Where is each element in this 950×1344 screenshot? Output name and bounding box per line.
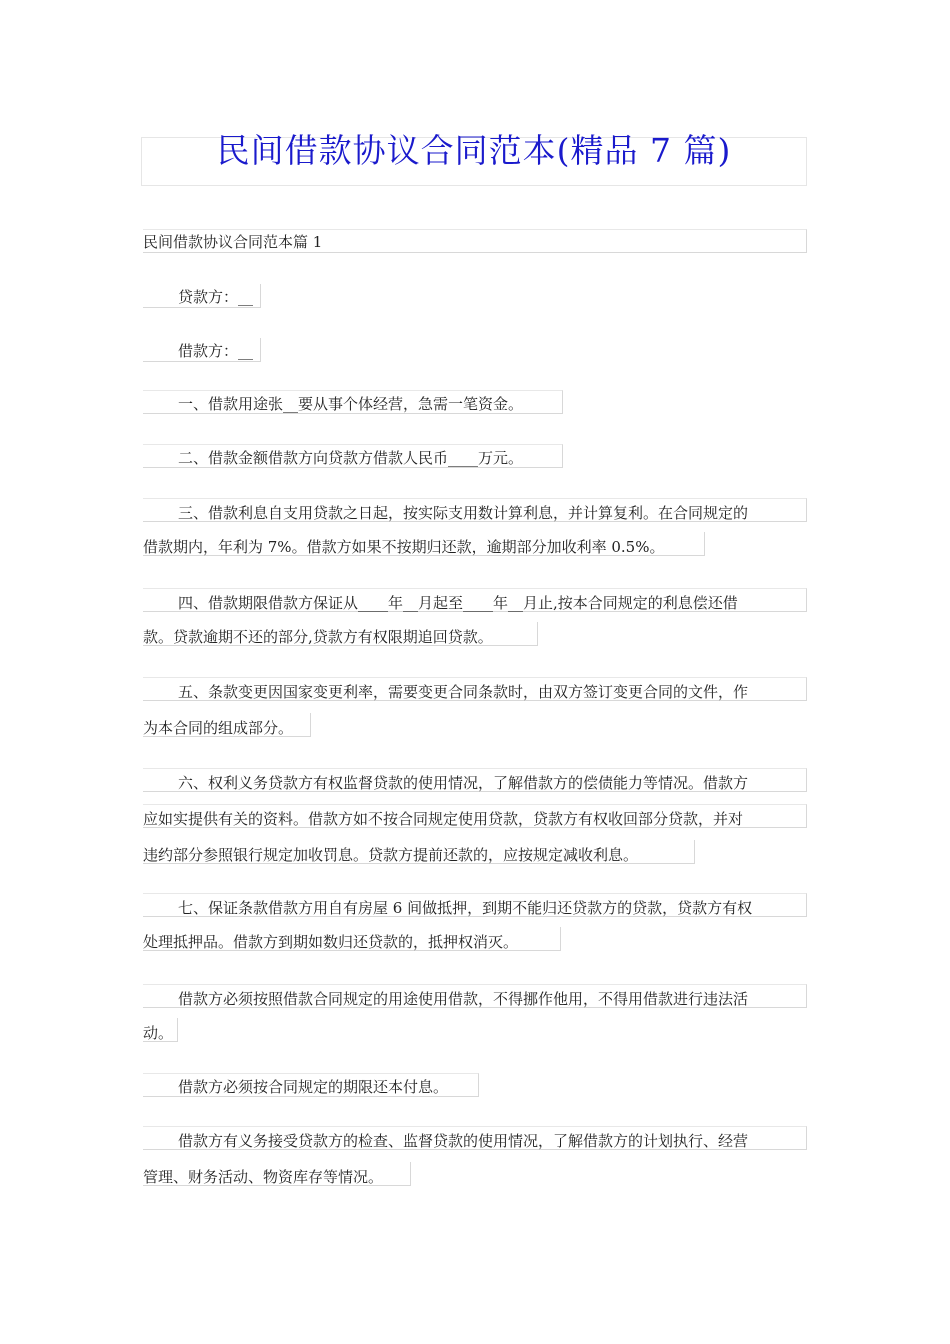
duty-2 <box>143 1073 807 1101</box>
clause-7-line-2: 处理抵押品。借款方到期如数归还贷款的，抵押权消灭。 <box>143 933 519 951</box>
clause-1 <box>143 390 807 418</box>
clause-4-line-1: 四、借款期限借款方保证从____年__月起至____年__月止,按本合同规定的利息偿还借 <box>178 594 738 612</box>
clause-6-line-2: 应如实提供有关的资料。借款方如不按合同规定使用贷款，贷款方有权收回部分贷款，并对 <box>143 810 744 828</box>
lender-line <box>143 284 807 310</box>
clause-6 <box>143 768 807 868</box>
section-heading <box>143 229 807 255</box>
duty-3-line-2: 管理、财务活动、物资库存等情况。 <box>143 1168 384 1186</box>
clause-4 <box>143 588 807 652</box>
clause-7 <box>143 893 807 957</box>
duty-1-line-1: 借款方必须按照借款合同规定的用途使用借款，不得挪作他用，不得用借款进行违法活 <box>178 990 749 1008</box>
clause-5-line-2: 为本合同的组成部分。 <box>143 719 294 737</box>
borrower-line <box>143 338 807 364</box>
document-title-text: 民间借款协议合同范本(精品 7 篇) <box>216 131 732 170</box>
clause-2 <box>143 444 807 472</box>
clause-2-text: 二、借款金额借款方向贷款方借款人民币____万元。 <box>178 449 524 467</box>
lender-text: 贷款方：__ <box>178 288 254 306</box>
clause-5 <box>143 677 807 741</box>
clause-3-line-2: 借款期内，年利为 7%。借款方如果不按期归还款，逾期部分加收利率 0.5%。 <box>143 538 665 556</box>
duty-1-line-2: 动。 <box>143 1024 174 1042</box>
clause-5-line-1: 五、条款变更因国家变更利率，需要变更合同条款时，由双方签订变更合同的文件，作 <box>178 683 749 701</box>
clause-6-line-1: 六、权利义务贷款方有权监督贷款的使用情况，了解借款方的偿债能力等情况。借款方 <box>178 774 749 792</box>
document-title <box>141 131 807 186</box>
section-heading-text: 民间借款协议合同范本篇 1 <box>143 233 323 251</box>
borrower-text: 借款方：__ <box>178 342 254 360</box>
clause-3-line-1: 三、借款利息自支用贷款之日起，按实际支用数计算利息，并计算复利。在合同规定的 <box>178 504 749 522</box>
duty-2-text: 借款方必须按合同规定的期限还本付息。 <box>178 1078 449 1096</box>
clause-4-line-2: 款。贷款逾期不还的部分,贷款方有权限期追回贷款。 <box>143 628 493 646</box>
clause-7-line-1: 七、保证条款借款方用自有房屋 6 间做抵押，到期不能归还贷款方的贷款，贷款方有权 <box>178 899 753 917</box>
duty-1 <box>143 984 807 1048</box>
duty-3-line-1: 借款方有义务接受贷款方的检查、监督贷款的使用情况，了解借款方的计划执行、经营 <box>178 1132 749 1150</box>
duty-3 <box>143 1126 807 1190</box>
clause-6-line-3: 违约部分参照银行规定加收罚息。贷款方提前还款的，应按规定减收利息。 <box>143 846 639 864</box>
clause-1-text: 一、借款用途张__要从事个体经营，急需一笔资金。 <box>178 395 524 413</box>
clause-3 <box>143 498 807 562</box>
